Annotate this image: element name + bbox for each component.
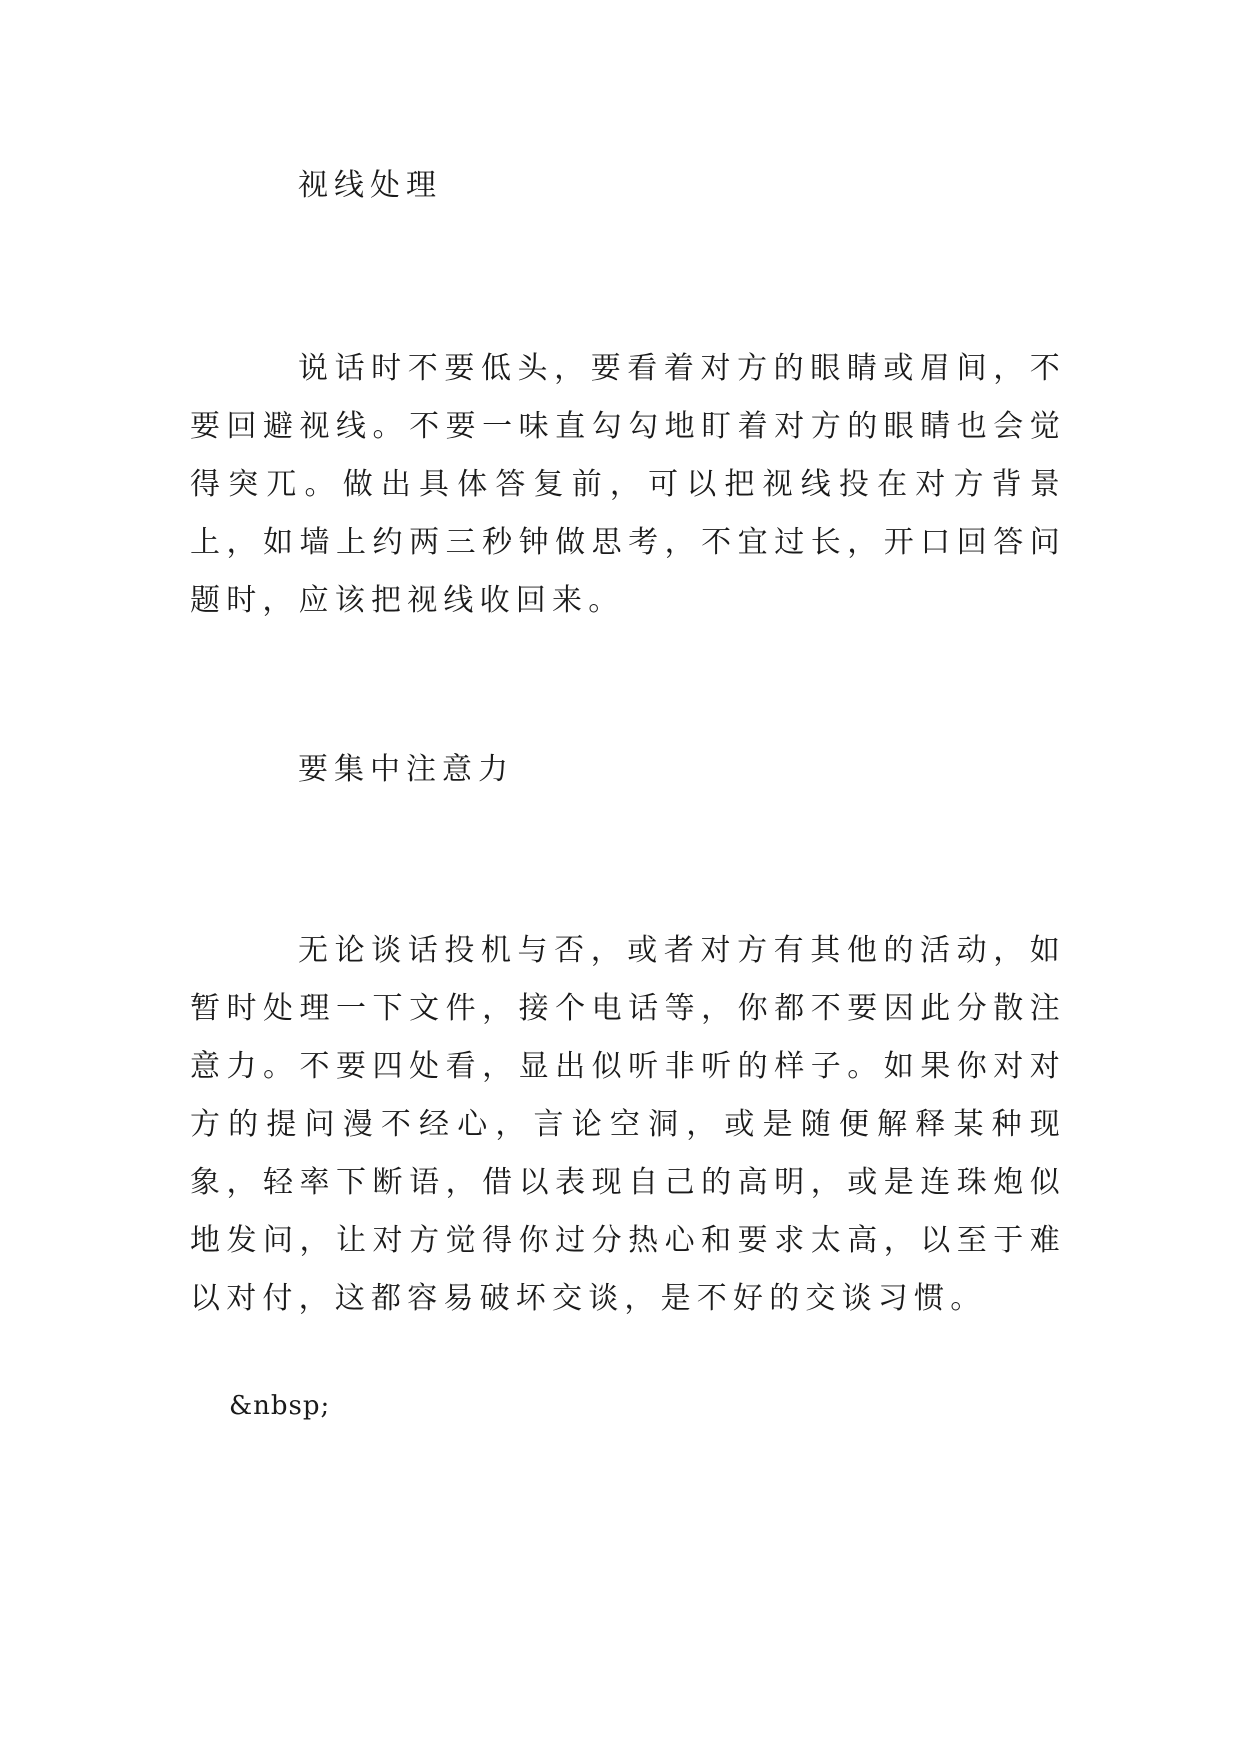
section-paragraph-gaze: 说话时不要低头，要看着对方的眼睛或眉间，不要回避视线。不要一味直勾勾地盯着对方的眼睛也会觉得突兀。做出具体答复前，可以把视线投在对方背景上，如墙上约两三秒钟做思考，不宜过长，开口回答问题时，应该把视线收回来。 <box>190 351 1066 618</box>
trailing-entity-text: &nbsp; <box>229 1391 331 1421</box>
section-heading-attention: 要集中注意力 <box>298 752 514 787</box>
section-paragraph-attention: 无论谈话投机与否，或者对方有其他的活动，如暂时处理一下文件，接个电话等，你都不要因此分散注意力。不要四处看，显出似听非听的样子。如果你对对方的提问漫不经心，言论空洞，或是随便解释某种现象，轻率下断语，借以表现自己的高明，或是连珠炮似地发问，让对方觉得你过分热心和要求太高，以至于难以对付，这都容易破坏交谈，是不好的交谈习惯。 <box>190 933 1066 1316</box>
section-heading-gaze: 视线处理 <box>298 168 442 203</box>
